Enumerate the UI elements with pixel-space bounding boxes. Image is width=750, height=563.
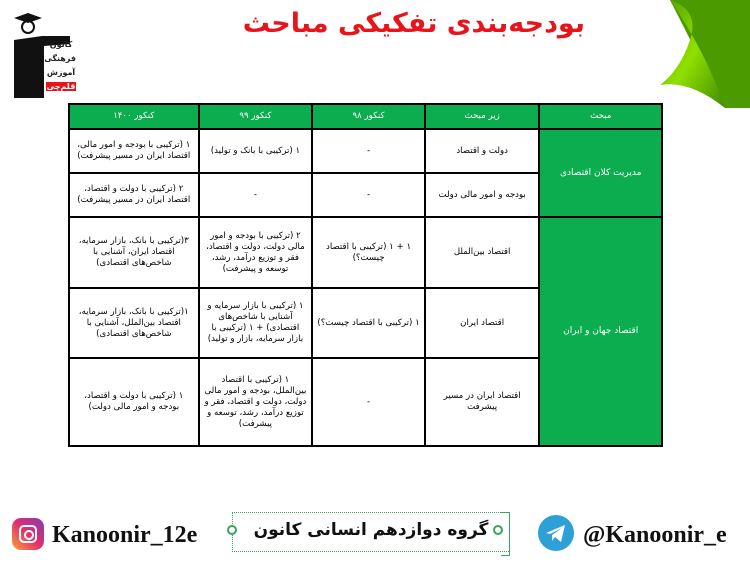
telegram-icon[interactable] — [538, 515, 574, 551]
k99-cell: - — [199, 173, 313, 217]
topic-cell: اقتصاد جهان و ایران — [539, 217, 662, 446]
header-topic: مبحث — [539, 104, 662, 129]
footer — [0, 510, 750, 560]
table-row — [69, 217, 662, 288]
k98-cell: - — [312, 173, 425, 217]
header-k98: کنکور ۹۸ — [312, 104, 425, 129]
k99-cell: ۱ (ترکیبی با بانک و تولید) — [199, 129, 313, 173]
banner-text: گروه دوازدهم انسانی کانون — [253, 520, 489, 540]
telegram-handle[interactable]: @Kanoonir_e — [583, 522, 727, 548]
k1400-cell: ۱ (ترکیبی با بودجه و امور مالی، اقتصاد ایران در مسیر پیشرفت) — [69, 129, 199, 173]
header-subtopic: زیر مبحث — [425, 104, 540, 129]
table-header-row — [69, 104, 662, 129]
k98-cell: ۱ (ترکیبی با اقتصاد چیست؟) — [312, 288, 425, 358]
k99-cell: ۲ (ترکیبی با بودجه و امور مالی دولت، دولت و اقتصاد، فقر و توزیع درآمد، رشد، توسعه و پیشرفت) — [199, 217, 313, 288]
k1400-cell: ۱(ترکیبی با بانک، بازار سرمایه، اقتصاد بین‌الملل، آشنایی با شاخص‌های اقتصادی) — [69, 288, 199, 358]
k98-cell: ۱ + ۱ (ترکیبی با اقتصاد چیست؟) — [312, 217, 425, 288]
logo-text: آموزش — [46, 68, 76, 77]
header-k1400: کنکور ۱۴۰۰ — [69, 104, 199, 129]
k1400-cell: ۳(ترکیبی با بانک، بازار سرمایه، اقتصاد ایران، آشنایی با شاخص‌های اقتصادی) — [69, 217, 199, 288]
k99-cell: ۱ (ترکیبی با بازار سرمایه و آشنایی با شاخص‌های اقتصادی) + ۱ (ترکیبی با بازار سرمایه، بازار و تولید) — [199, 288, 313, 358]
subtopic-cell: اقتصاد ایران — [425, 288, 540, 358]
k98-cell: - — [312, 129, 425, 173]
subtopic-cell: بودجه و امور مالی دولت — [425, 173, 540, 217]
logo-text: کانون — [49, 40, 73, 49]
banner-dot-icon — [493, 525, 503, 535]
banner-dot-icon — [227, 525, 237, 535]
page-title: بودجه‌بندی تفکیکی مباحث — [242, 8, 585, 39]
instagram-icon[interactable] — [12, 518, 44, 550]
subtopic-cell: اقتصاد ایران در مسیر پیشرفت — [425, 358, 540, 446]
instagram-handle[interactable]: Kanoonir_12e — [52, 522, 198, 548]
k1400-cell: ۱ (ترکیبی با دولت و اقتصاد، بودجه و امور مالی دولت) — [69, 358, 199, 446]
table-row — [69, 129, 662, 173]
logo-text: قلم‌چی — [46, 82, 76, 91]
group-banner — [232, 512, 509, 552]
topic-cell: مدیریت کلان اقتصادی — [539, 129, 662, 217]
k98-cell: - — [312, 358, 425, 446]
subtopic-cell: دولت و اقتصاد — [425, 129, 540, 173]
header-k99: کنکور ۹۹ — [199, 104, 313, 129]
page-curl-decoration — [630, 0, 750, 108]
k99-cell: ۱ (ترکیبی با اقتصاد بین‌الملل، بودجه و امور مالی دولت، دولت و اقتصاد، فقر و توزیع درآمد، رشد، توسعه و پیشرفت) — [199, 358, 313, 446]
k1400-cell: ۲ (ترکیبی با دولت و اقتصاد، اقتصاد ایران در مسیر پیشرفت) — [69, 173, 199, 217]
subtopic-cell: اقتصاد بین‌الملل — [425, 217, 540, 288]
budget-table — [68, 103, 663, 447]
logo-text: فرهنگی — [44, 54, 76, 63]
